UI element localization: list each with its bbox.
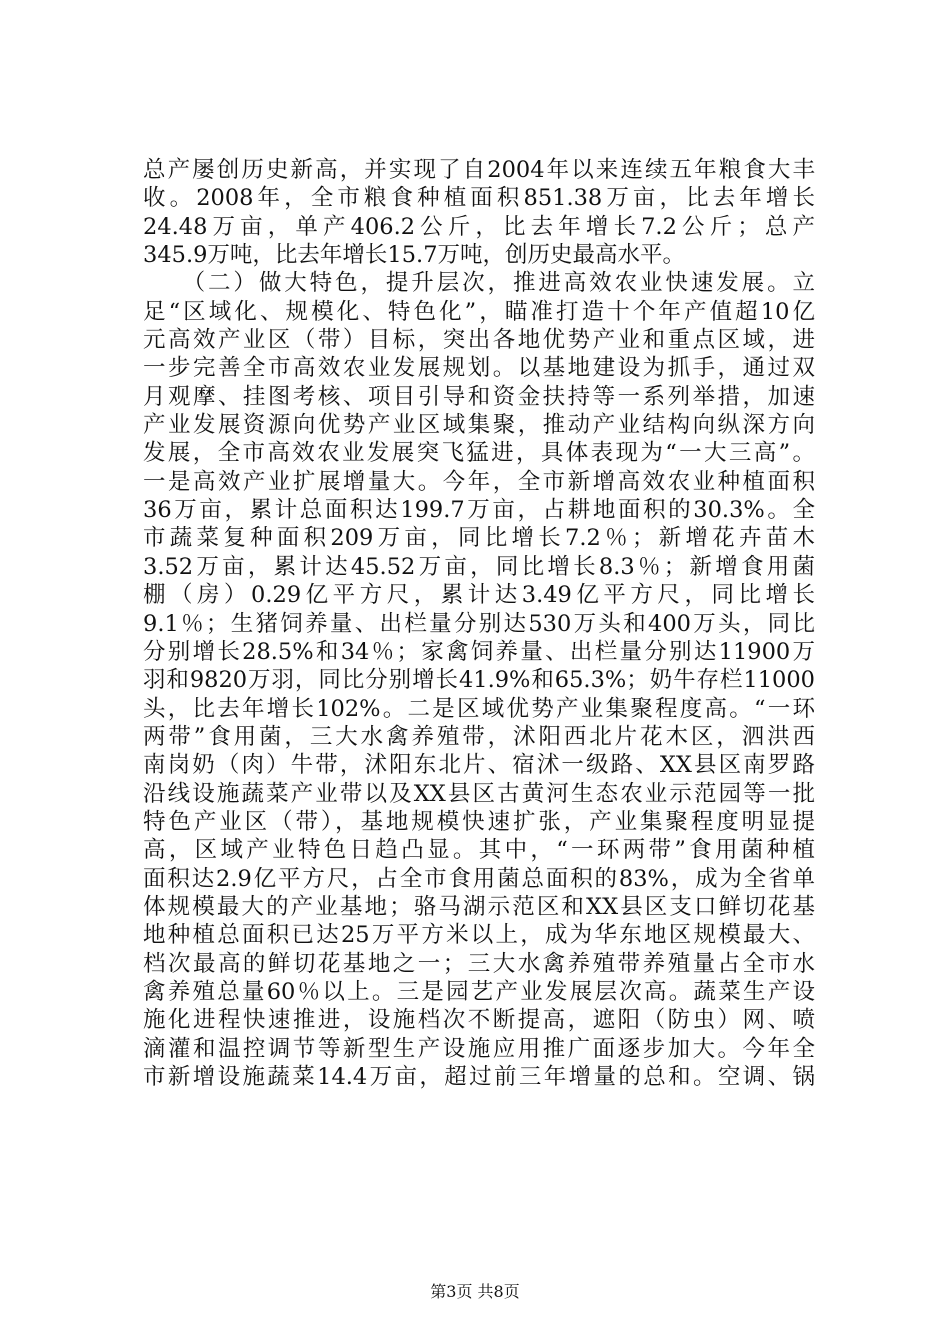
- text-line: 345.9万吨，比去年增长15.7万吨，创历史最高水平。: [143, 242, 686, 269]
- text-line: 两带”食用菌，三大水禽养殖带，沭阳西北片花木区，泗洪西: [143, 723, 815, 750]
- text-line: 一是高效产业扩展增量大。今年，全市新增高效农业种植面积: [143, 468, 815, 495]
- text-line: 高，区域产业特色日趋凸显。其中，“一环两带”食用菌种植: [143, 837, 815, 864]
- page-number-label: 第3页 共8页: [430, 1282, 520, 1301]
- text-line: 档次最高的鲜切花基地之一；三大水禽养殖带养殖量占全市水: [143, 950, 815, 977]
- text-line: 24.48万亩，单产406.2公斤，比去年增长7.2公斤；总产: [143, 213, 815, 240]
- document-body: [143, 156, 815, 1091]
- text-line: 滴灌和温控调节等新型生产设施应用推广面逐步加大。今年全: [143, 1035, 815, 1062]
- text-line: 施化进程快速推进，设施档次不断提高，遮阳（防虫）网、喷: [143, 1007, 815, 1034]
- text-line: 沿线设施蔬菜产业带以及XX县区古黄河生态农业示范园等一批: [143, 780, 815, 807]
- text-line: 36万亩，累计总面积达199.7万亩，占耕地面积的30.3%。全: [143, 497, 815, 524]
- text-line: 特色产业区（带），基地规模快速扩张，产业集聚程度明显提: [143, 808, 815, 835]
- text-line: 产业发展资源向优势产业区域集聚，推动产业结构向纵深方向: [143, 412, 815, 439]
- text-line: 月观摩、挂图考核、项目引导和资金扶持等一系列举措，加速: [143, 383, 815, 410]
- text-line: 南岗奶（肉）牛带，沭阳东北片、宿沭一级路、XX县区南罗路: [143, 752, 815, 779]
- text-line: 体规模最大的产业基地；骆马湖示范区和XX县区支口鲜切花基: [143, 893, 815, 920]
- text-line: 一步完善全市高效农业发展规划。以基地建设为抓手，通过双: [143, 355, 815, 382]
- text-line: 羽和9820万羽，同比分别增长41.9%和65.3%；奶牛存栏11000: [143, 667, 815, 694]
- text-line: 禽养殖总量60％以上。三是园艺产业发展层次高。蔬菜生产设: [143, 978, 815, 1005]
- text-line: 头，比去年增长102%。二是区域优势产业集聚程度高。“一环: [143, 695, 815, 722]
- text-line: 市新增设施蔬菜14.4万亩，超过前三年增量的总和。空调、锅: [143, 1064, 815, 1090]
- text-line: （二）做大特色，提升层次，推进高效农业快速发展。立: [143, 270, 815, 297]
- page-footer: [0, 1282, 950, 1302]
- text-line: 发展，全市高效农业发展突飞猛进，具体表现为“一大三高”。: [143, 440, 815, 467]
- text-line: 总产屡创历史新高，并实现了自2004年以来连续五年粮食大丰: [143, 157, 815, 183]
- text-line: 分别增长28.5%和34％；家禽饲养量、出栏量分别达11900万: [143, 638, 815, 665]
- text-line: 收。2008年，全市粮食种植面积851.38万亩，比去年增长: [143, 185, 815, 212]
- text-line: 9.1％；生猪饲养量、出栏量分别达530万头和400万头，同比: [143, 610, 815, 637]
- text-line: 3.52万亩，累计达45.52万亩，同比增长8.3％；新增食用菌: [143, 553, 815, 580]
- text-line: 面积达2.9亿平方尺，占全市食用菌总面积的83%，成为全省单: [143, 865, 815, 892]
- text-line: 元高效产业区（带）目标，突出各地优势产业和重点区域，进: [143, 327, 815, 354]
- text-line: 市蔬菜复种面积209万亩，同比增长7.2％；新增花卉苗木: [143, 525, 815, 552]
- text-line: 地种植总面积已达25万平方米以上，成为华东地区规模最大、: [143, 922, 815, 949]
- text-line: 足“区域化、规模化、特色化”，瞄准打造十个年产值超10亿: [143, 298, 815, 325]
- text-line: 棚（房）0.29亿平方尺，累计达3.49亿平方尺，同比增长: [143, 582, 815, 609]
